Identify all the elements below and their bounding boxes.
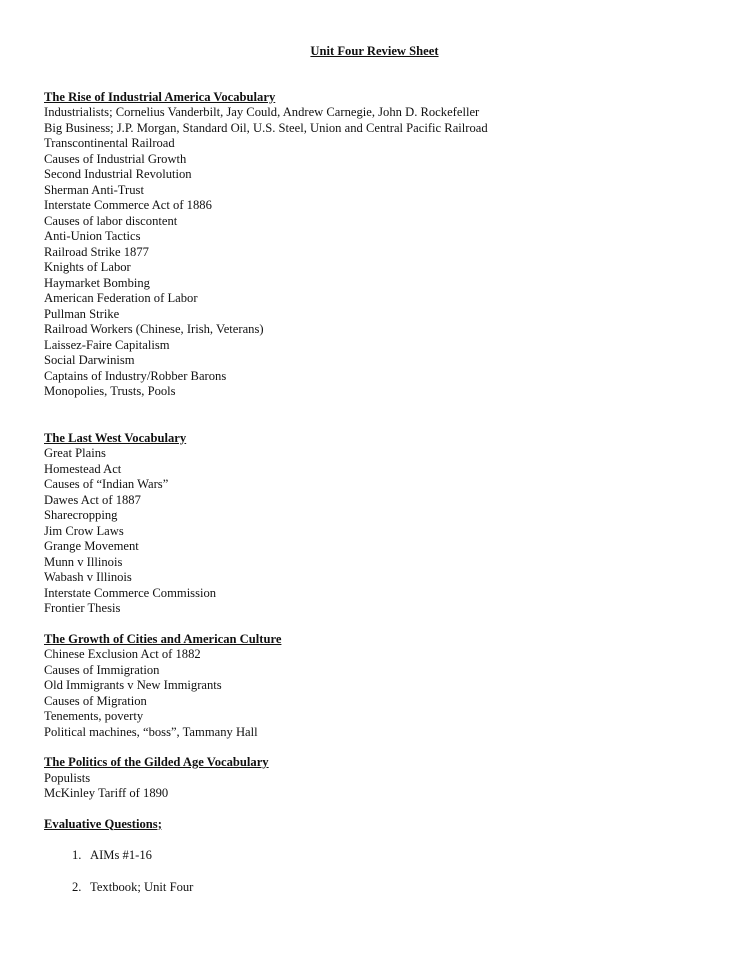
list-item: Political machines, “boss”, Tammany Hall [44, 724, 258, 739]
section-heading: The Growth of Cities and American Culture [44, 631, 282, 646]
list-item: Interstate Commerce Commission [44, 585, 217, 600]
section-industrial-america [44, 90, 749, 400]
question-text: Textbook; Unit Four [90, 879, 194, 894]
list-item: Monopolies, Trusts, Pools [44, 384, 176, 398]
list-item [72, 880, 749, 896]
section-heading: The Last West Vocabulary [44, 430, 187, 445]
list-item: Interstate Commerce Act of 1886 [44, 198, 212, 212]
list-item: Old Immigrants v New Immigrants [44, 678, 222, 692]
list-item: Wabash v Illinois [44, 570, 132, 584]
list-item: Jim Crow Laws [44, 523, 124, 538]
list-item: Pullman Strike [44, 306, 120, 321]
list-item: Big Business; J.P. Morgan, Standard Oil, U.S. Steel, Union and Central Pacific Railroad [44, 120, 488, 135]
list-item: McKinley Tariff of 1890 [44, 786, 169, 800]
question-text: AIMs #1-16 [90, 848, 152, 862]
list-item: Social Darwinism [44, 353, 135, 367]
list-item: Second Industrial Revolution [44, 167, 192, 181]
section-heading: The Rise of Industrial America Vocabulary [44, 89, 276, 104]
list-item: Railroad Strike 1877 [44, 244, 149, 259]
section-heading: Evaluative Questions; [44, 816, 162, 831]
list-item: Anti-Union Tactics [44, 229, 141, 243]
list-item: Laissez-Faire Capitalism [44, 337, 170, 352]
question-number: 1. [72, 848, 82, 862]
list-item: Haymarket Bombing [44, 275, 150, 290]
page-title: Unit Four Review Sheet [310, 44, 439, 58]
list-item: Great Plains [44, 446, 106, 460]
list-item: Frontier Thesis [44, 601, 121, 615]
list-item: Chinese Exclusion Act of 1882 [44, 647, 201, 661]
question-number: 2. [72, 879, 82, 894]
list-item: Causes of labor discontent [44, 213, 178, 228]
list-item: Railroad Workers (Chinese, Irish, Veterans) [44, 322, 264, 336]
list-item: Causes of “Indian Wars” [44, 477, 169, 491]
list-item: Munn v Illinois [44, 554, 123, 569]
list-item: American Federation of Labor [44, 291, 198, 305]
vocabulary-list [44, 446, 749, 617]
list-item: Grange Movement [44, 539, 139, 553]
list-item: Populists [44, 770, 91, 785]
list-item [72, 848, 749, 864]
list-item: Tenements, poverty [44, 709, 144, 723]
list-item: Sharecropping [44, 508, 118, 522]
section-gilded-age-politics [44, 755, 749, 802]
section-evaluative-questions [44, 817, 749, 896]
list-item: Causes of Industrial Growth [44, 151, 187, 166]
vocabulary-list [44, 647, 749, 740]
list-item: Causes of Migration [44, 693, 147, 708]
vocabulary-list [44, 771, 749, 802]
section-last-west [44, 431, 749, 617]
section-growth-of-cities [44, 632, 749, 741]
list-item: Transcontinental Railroad [44, 136, 175, 150]
section-heading: The Politics of the Gilded Age Vocabulary [44, 755, 269, 769]
question-list [44, 848, 749, 895]
list-item: Industrialists; Cornelius Vanderbilt, Jay Could, Andrew Carnegie, John D. Rockefeller [44, 105, 480, 119]
vocabulary-list [44, 105, 749, 400]
list-item: Dawes Act of 1887 [44, 492, 141, 507]
list-item: Sherman Anti-Trust [44, 182, 144, 197]
list-item: Captains of Industry/Robber Barons [44, 368, 227, 383]
list-item: Knights of Labor [44, 260, 131, 274]
list-item: Causes of Immigration [44, 662, 160, 677]
list-item: Homestead Act [44, 461, 122, 476]
